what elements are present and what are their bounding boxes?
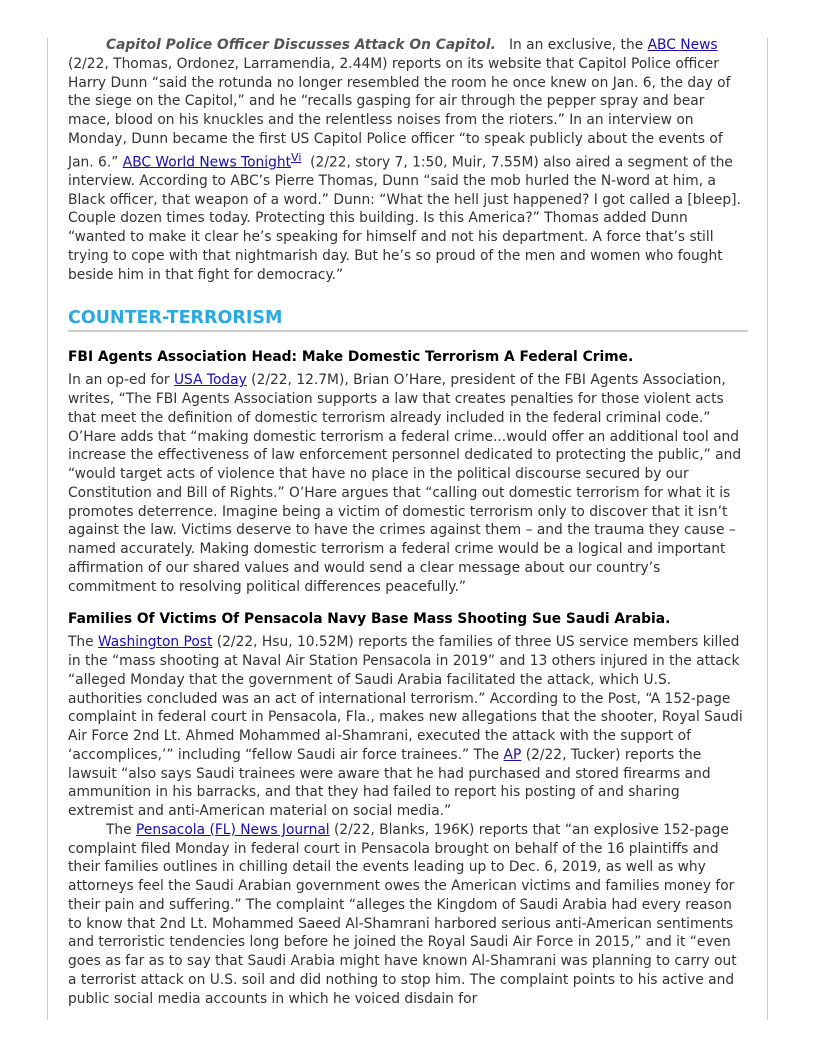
section-heading-counter-terrorism: COUNTER-TERRORISM bbox=[68, 307, 748, 332]
usa-today-link[interactable]: USA Today bbox=[173, 372, 247, 389]
newsletter-body bbox=[68, 36, 748, 1008]
ap-link[interactable]: AP bbox=[503, 746, 522, 763]
story-pensacola-paragraph-1: The Washington Post (2/22, Hsu, 10.52M) reports the families of three US service members killed in the “mass shooting at Naval Air Station Pensacola in 2019” and 13 others injured in the attack “alleged Monday that the government of Saudi Arabia facilitated the attack, which U.S. authorities concluded was an act of international terrorism.” According to the Post, “A 152-page complaint in federal court in Pensacola, Fla., makes new allegations that the shooter, Royal Saudi Air Force 2nd Lt. Ahmed Mohammed al-Shamrani, executed the attack with the support of ‘accomplices,’” including “fellow Saudi air force trainees.” The AP (2/22, Tucker) reports the lawsuit “also says Saudi trainees were aware that he had purchased and stored firearms and ammunition in his barracks, and that they had failed to report his posting of and sharing extremist and anti-American material on social media.” bbox=[68, 634, 743, 820]
story-pensacola-paragraph-2: The Pensacola (FL) News Journal (2/22, Blanks, 196K) reports that “an explosive 152-page complaint filed Monday in federal court in Pensacola brought on behalf of the 16 plaintiffs and their families outlines in chilling detail the events leading up to Dec. 6, 2019, as well as why attorneys feel the Saudi Arabian government owes the American victims and families money for their pain and suffering.” The complaint “alleges the Kingdom of Saudi Arabia had every reason to know that 2nd Lt. Mohammed Saeed Al-Shamrani harbored serious anti-American sentiments and terroristic tendencies long before he joined the Royal Saudi Air Force in 2015,” and it “even goes as far as to say that Saudi Arabia might have known Al-Shamrani was planning to carry out a terrorist attack on U.S. soil and did nothing to stop him. The complaint points to his active and public social media accounts in which he voiced disdain for bbox=[68, 821, 737, 1007]
story-title: Capitol Police Officer Discusses Attack On Capitol. bbox=[106, 37, 496, 53]
page-border-right bbox=[767, 38, 768, 1020]
video-link[interactable]: Vi bbox=[291, 150, 302, 164]
story-heading-fbi-agents: FBI Agents Association Head: Make Domestic Terrorism A Federal Crime. bbox=[68, 349, 634, 366]
pensacola-news-journal-link[interactable]: Pensacola (FL) News Journal bbox=[136, 821, 330, 838]
abc-world-news-tonight-link[interactable]: ABC World News Tonight bbox=[122, 154, 292, 171]
story-capitol-police: Capitol Police Officer Discusses Attack On Capitol. In an exclusive, the ABC News (2/22, Thomas, Ordonez, Larramendia, 2.44M) reports on its website that Capitol Police officer Harry Dunn “said the rotunda no longer resembled the room he once knew on Jan. 6, the day of the siege on the Capitol,” and he “recalls gasping for air through the pepper spray and bear mace, blood on his knuckles and the relentless noises from the rioters.” In an interview on Monday, Dunn became the first US Capitol Police officer “to speak publicly about the events of Jan. 6.” ABC World News Tonight$^{Vi}$ (2/22, story 7, 1:50, Muir, 7.55M) also aired a segment of the interview. According to ABC’s Pierre Thomas, Dunn “said the mob hurled the N-word at him, a Black officer, that weapon of a word.” Dunn: “What the hell just happened? I got called a [bleep]. Couple dozen times today. Protecting this building. Is this America?” Thomas added Dunn “wanted to make it clear he’s speaking for himself and not his department. A force that’s still trying to cope with that nightmarish day. But he’s so proud of the men and women who fought beside him in that fight for democracy.” bbox=[68, 37, 746, 283]
abc-news-link[interactable]: ABC News bbox=[647, 37, 718, 53]
washington-post-link[interactable]: Washington Post bbox=[98, 634, 213, 651]
page-border-left bbox=[47, 38, 48, 1020]
story-fbi-agents: In an op-ed for USA Today (2/22, 12.7M), Brian O’Hare, president of the FBI Agents Association, writes, “The FBI Agents Association supports a law that creates penalties for those violent acts that meet the definition of domestic terrorism already included in the federal criminal code.” O’Hare adds that “making domestic terrorism a federal crime...would offer an additional tool and increase the effectiveness of law enforcement personnel dedicated to protecting the public,” and “would target acts of violence that have no place in the political discourse secured by our Constitution and Bill of Rights.” O’Hare argues that “calling out domestic terrorism for what it is promotes deterrence. Imagine being a victim of domestic terrorism only to discover that it isn’t against the law. Victims deserve to have the crimes against them – and the trauma they cause – named accurately. Making domestic terrorism a federal crime would be a logical and important affirmation of our shared values and would send a clear message about our country’s commitment to resolving political differences peacefully.” bbox=[68, 372, 742, 595]
story-heading-pensacola: Families Of Victims Of Pensacola Navy Base Mass Shooting Sue Saudi Arabia. bbox=[68, 611, 671, 628]
